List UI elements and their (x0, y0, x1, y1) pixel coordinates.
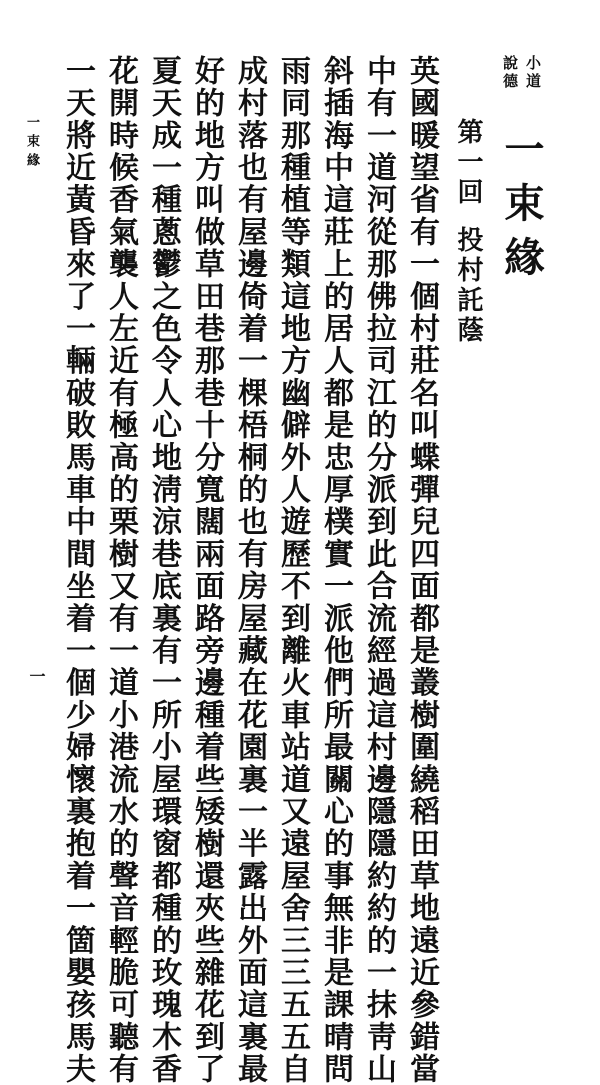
body-text-column-7: 夏天成一種蔥鬱之色令人心地淸涼巷底裏有一所小屋環窗都種的玫瑰木香 (146, 55, 181, 1085)
body-text-column-3: 斜插海中這莊上的居人都是忠厚樸實一派他們所最關心的事無非是課晴問 (318, 55, 353, 1085)
chapter-number: 第一回 (453, 118, 483, 208)
body-text-column-6: 好的地方叫做草田巷那巷十分寬闊兩面路旁邊種着些矮樹還夾些雜花到了 (189, 55, 224, 1085)
body-text-column-2: 中有一道河從那佛拉司江的分派到此合流經過這村邊隱隱約約的一抹靑山 (361, 55, 396, 1085)
series-label-line1: 小道 (524, 55, 542, 91)
book-title: 一束緣 (498, 128, 545, 290)
running-head: 一束緣 (24, 115, 39, 172)
body-text-column-8: 花開時候香氣襲人左近有極高的栗樹又有一道小港流水的聲音輕脆可聽有 (103, 55, 138, 1085)
body-text-column-9: 一天將近黃昏來了一輛破敗馬車中間坐着一個少婦懷裏抱着一箇嬰孩馬夫 (60, 55, 95, 1085)
body-text-column-1: 英國暖望省有一個村莊名叫蝶彈兒四面都是叢樹圍繞稻田草地遠近參錯當 (404, 55, 439, 1085)
series-label (501, 55, 544, 115)
chapter-title: 投村託蔭 (453, 226, 483, 346)
body-text-column-5: 成村落也有屋邊倚着一棵梧桐的也有房屋藏在花園裏一半露出外面這裏最 (232, 55, 267, 1085)
body-text-column-4: 雨同那種植等類這地方幽僻外人遊歷不到離火車站道又遠屋舍三三五五自 (275, 55, 310, 1085)
chapter-heading (450, 118, 487, 346)
page-number: 一 (27, 668, 46, 684)
series-label-line2: 說德 (501, 55, 519, 91)
